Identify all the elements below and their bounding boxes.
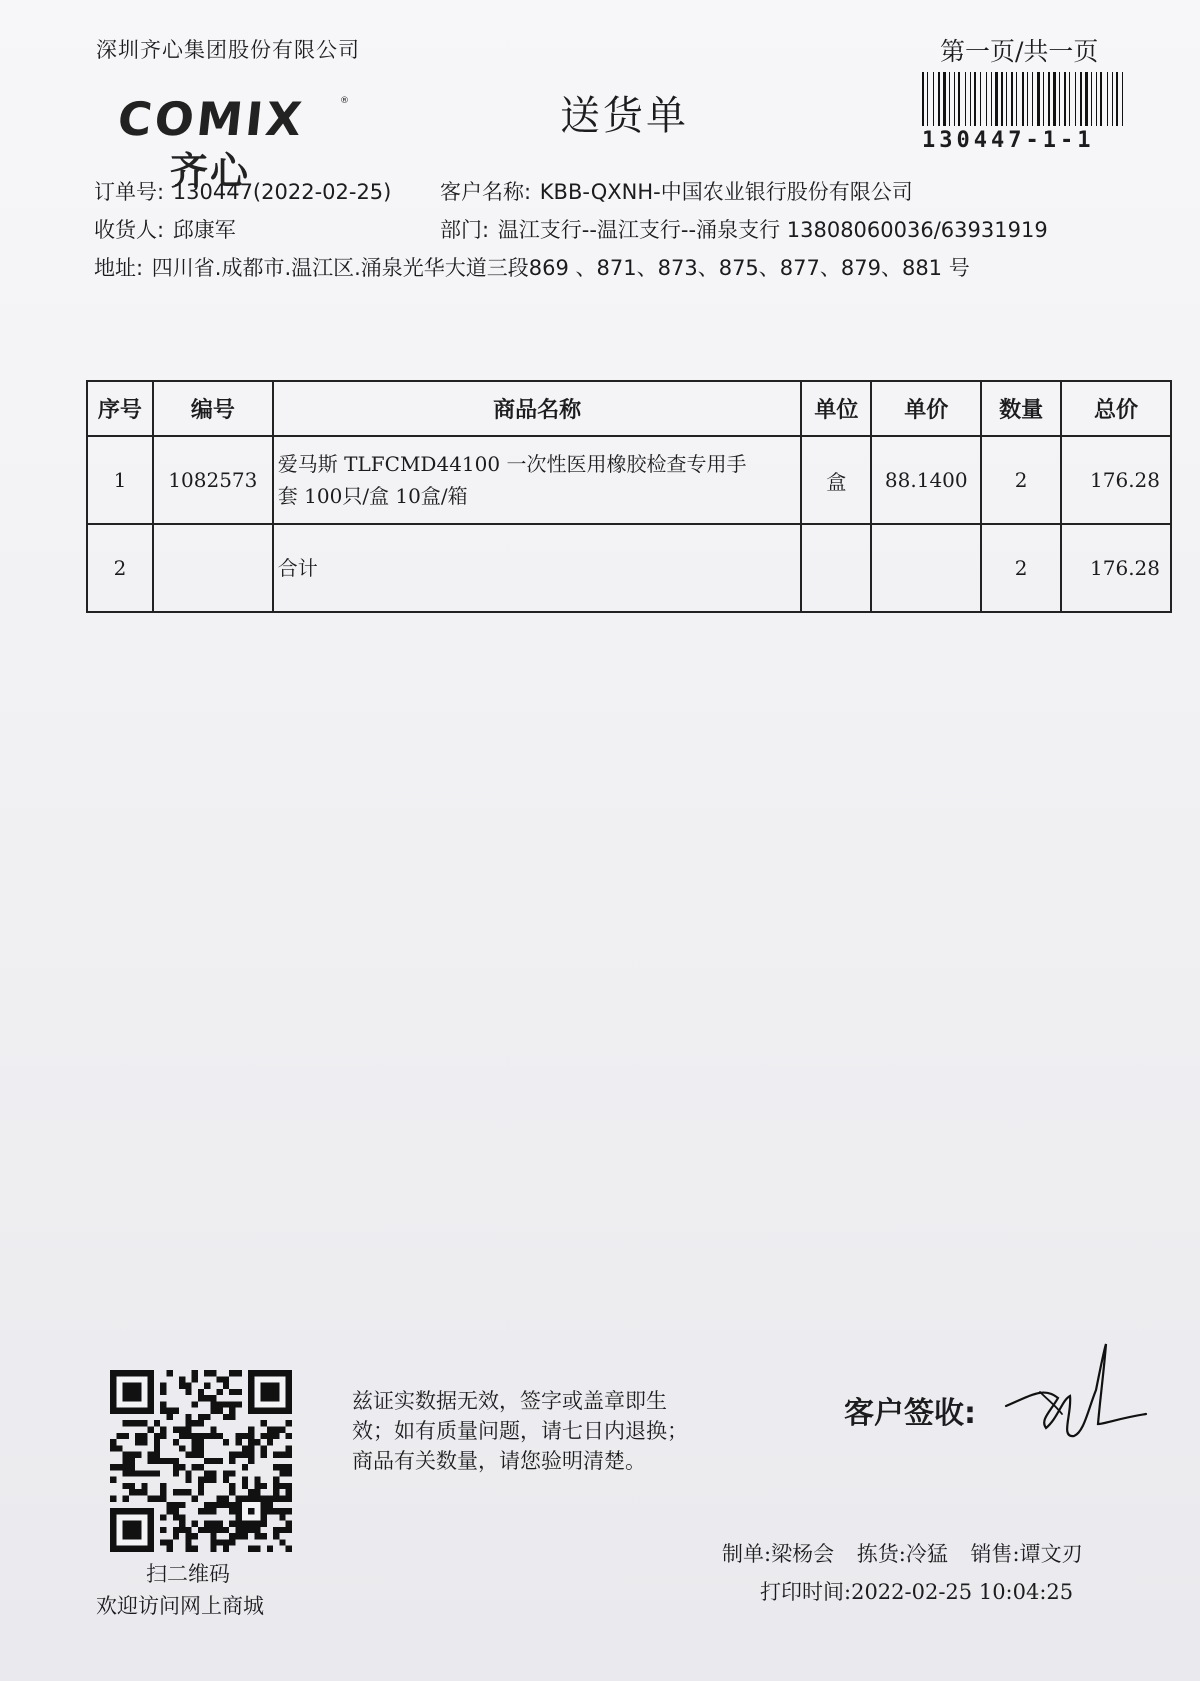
notice-line: 效；如有质量问题，请七日内退换； — [352, 1419, 688, 1443]
cell-product-name — [273, 436, 802, 524]
cell-code: 1082573 — [153, 436, 273, 524]
cell-unit — [801, 524, 871, 612]
cell-price: 88.1400 — [871, 436, 981, 524]
registered-mark-icon: ® — [340, 96, 349, 106]
sales-label: 销售: — [970, 1542, 1020, 1566]
customer-sign-label: 客户签收: — [844, 1396, 976, 1431]
notice-line: 商品有关数量，请您验明清楚。 — [352, 1449, 646, 1473]
receiver-label: 收货人: — [94, 218, 165, 242]
barcode-number: 130447-1-1 — [922, 128, 1095, 153]
table-row — [87, 436, 1171, 524]
column-header: 总价 — [1061, 381, 1171, 436]
table-header-row — [87, 381, 1171, 436]
receiver-value: 邱康军 — [172, 218, 236, 242]
notice-line: 兹证实数据无效，签字或盖章即生 — [352, 1389, 667, 1413]
customer-name-value: KBB-QXNH-中国农业银行股份有限公司 — [539, 180, 913, 204]
picker-value: 冷猛 — [905, 1542, 948, 1566]
product-name-line1: 爱马斯 TLFCMD44100 一次性医用橡胶检查专用手 — [277, 452, 747, 476]
product-name-line1: 合计 — [277, 556, 318, 580]
address — [94, 252, 970, 282]
logo-cn-text: 齐心 — [170, 149, 251, 193]
staff-line — [722, 1538, 1083, 1568]
address-value: 四川省.成都市.温江区.涌泉光华大道三段869 、871、873、875、877、879、881 号 — [151, 256, 970, 280]
product-name-line2: 套 100只/盒 10盒/箱 — [277, 484, 468, 508]
cell-seq: 1 — [87, 436, 153, 524]
picker-label: 拣货: — [856, 1542, 906, 1566]
customer-name-label: 客户名称: — [440, 180, 532, 204]
print-time — [760, 1576, 1073, 1606]
handwritten-signature — [1000, 1340, 1150, 1460]
cell-qty: 2 — [981, 436, 1061, 524]
column-header: 单位 — [801, 381, 871, 436]
sales-value: 谭文刃 — [1019, 1542, 1083, 1566]
receiver — [94, 214, 236, 244]
department-value: 温江支行--温江支行--涌泉支行 13808060036/63931919 — [497, 218, 1048, 242]
department — [440, 214, 1048, 244]
cell-code — [153, 524, 273, 612]
order-number-value: 130447(2022-02-25) — [172, 180, 392, 204]
cell-total: 176.28 — [1061, 524, 1171, 612]
barcode-icon — [920, 72, 1128, 126]
goods-table — [86, 380, 1172, 613]
print-time-value: 2022-02-25 10:04:25 — [851, 1580, 1074, 1604]
qr-subcaption: 欢迎访问网上商城 — [96, 1594, 264, 1618]
column-header: 编号 — [153, 381, 273, 436]
department-label: 部门: — [440, 218, 490, 242]
logo-text: COMIX — [115, 92, 308, 146]
cell-product-name — [273, 524, 802, 612]
table-row — [87, 524, 1171, 612]
maker-label: 制单: — [722, 1542, 772, 1566]
notice-text — [352, 1386, 752, 1476]
comix-logo — [115, 92, 349, 193]
qr-code-icon[interactable] — [110, 1370, 292, 1552]
column-header: 数量 — [981, 381, 1061, 436]
order-number-label: 订单号: — [94, 180, 165, 204]
maker-value: 梁杨会 — [771, 1542, 835, 1566]
cell-seq: 2 — [87, 524, 153, 612]
column-header: 单价 — [871, 381, 981, 436]
qr-caption: 扫二维码 — [146, 1562, 230, 1586]
column-header: 商品名称 — [273, 381, 802, 436]
cell-price — [871, 524, 981, 612]
print-time-label: 打印时间: — [760, 1580, 852, 1604]
order-number — [94, 176, 391, 206]
address-label: 地址: — [94, 256, 144, 280]
column-header: 序号 — [87, 381, 153, 436]
cell-unit: 盒 — [801, 436, 871, 524]
page-indicator: 第一页/共一页 — [940, 37, 1099, 66]
company-name: 深圳齐心集团股份有限公司 — [96, 38, 360, 62]
cell-total: 176.28 — [1061, 436, 1171, 524]
customer-name — [440, 176, 913, 206]
cell-qty: 2 — [981, 524, 1061, 612]
document-title: 送货单 — [560, 93, 689, 139]
